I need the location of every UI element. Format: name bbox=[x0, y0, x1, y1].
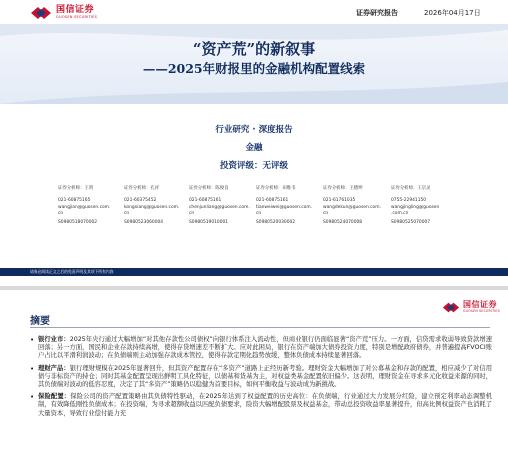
analyst-email-tld: cn bbox=[58, 211, 64, 216]
analyst-email[interactable]: kongxiang@guosen.com. bbox=[124, 205, 180, 210]
bullet-title: 银行业市： bbox=[38, 336, 70, 343]
bullet-title: 理财产品： bbox=[38, 364, 70, 372]
cover-header bbox=[0, 0, 508, 26]
report-title: “资产荒”的新叙事 bbox=[192, 40, 316, 58]
brand-name-en: GUOSEN SECURITIES bbox=[463, 308, 500, 313]
analyst-card bbox=[323, 186, 391, 226]
disclaimer-text: 请务必阅读正文之后的免责声明及其项下所有内容 bbox=[30, 269, 114, 274]
analyst-phone: 021-60875161 bbox=[256, 198, 289, 203]
report-type: 证券研究报告 bbox=[356, 9, 398, 17]
bullet-title: 保险配置： bbox=[38, 393, 71, 401]
brand-name-cn: 国信证券 bbox=[56, 5, 95, 16]
analyst-card bbox=[58, 186, 126, 226]
guosen-logo-icon bbox=[442, 301, 460, 314]
analyst-license: S0980525070007 bbox=[391, 220, 431, 225]
analyst-card bbox=[391, 186, 459, 226]
summary-divider bbox=[30, 327, 490, 328]
analyst-role: 证券分析师：陈俊良 bbox=[189, 186, 229, 191]
investment-rating: 投资评级：无评级 bbox=[219, 161, 288, 171]
analyst-license: S0980520030002 bbox=[256, 220, 296, 225]
report-date: 2026年04月17日 bbox=[424, 9, 481, 17]
summary-bullet bbox=[30, 365, 492, 390]
brand-logo bbox=[30, 4, 97, 22]
summary-bullet bbox=[30, 393, 492, 418]
analyst-phone: 021-60375452 bbox=[124, 198, 157, 203]
bullet-text: 银行理财规模在2025年显著回升，但其资产配置存在“多资产”道路上正经历新考验。理财资金大幅增加了对公募基金和存款的配置，相应减少了对信用债与非标资产的持仓；同时其基金配置呈现出鲜明工具化特征，以债基和货基为主，对权益类基金配置依旧偏少。这表明，理财资金在寻求多元化收益来源的同时，其负债端对波动的低容忍度，决定了其“多资产”策略仍以稳健为首要目标，如何平衡收益与波动成为新挑战。 bbox=[38, 364, 492, 389]
analyst-card bbox=[124, 186, 192, 226]
analyst-role: 证券分析师：田维韦 bbox=[256, 186, 296, 191]
analyst-email-tld: cn bbox=[256, 211, 262, 216]
analyst-role: 证券分析师：孔祥 bbox=[124, 186, 160, 191]
analyst-email-tld: cn bbox=[323, 211, 329, 216]
summary-page bbox=[0, 290, 508, 449]
summary-heading: 摘要 bbox=[30, 316, 50, 327]
analyst-email-tld: cn bbox=[189, 211, 195, 216]
bullet-text: 保险公司的资产配置策略由其负债特性驱动，在2025年达到了权益配置的历史高位：在负债端，行业通过大力发展分红险，建立预定利率动态调整机制，有效降低刚性负债成本；在投资端，为寻求超额收益以匹配负债要求，险资大幅增配股票及权益基金，带动总投资收益率显著提升，但高比例权益资产也消耗了大量资本，导致行业偿付能力充 bbox=[38, 393, 493, 417]
brand-name-en: GUOSEN SECURITIES bbox=[56, 15, 98, 20]
analyst-role: 证券分析师：王剑 bbox=[58, 186, 94, 191]
analyst-email-tld: cn bbox=[124, 211, 130, 216]
analyst-phone: 021-60875165 bbox=[58, 198, 91, 203]
analyst-role: 证券分析师：王京灵 bbox=[391, 186, 431, 191]
summary-bullets bbox=[30, 336, 492, 422]
analyst-email[interactable]: chenjunliang@guosen.com. bbox=[189, 205, 250, 210]
analyst-license: S0980518070002 bbox=[58, 220, 98, 225]
analyst-role: 证券分析师：王德坤 bbox=[323, 186, 363, 191]
analyst-license: S0980519010001 bbox=[189, 220, 229, 225]
analyst-license: S0980523060004 bbox=[124, 220, 164, 225]
report-sector: 金融 bbox=[245, 143, 263, 153]
bullet-text: 2025年央行通过大幅增加“对其他存款性公司债权”向银行体系注入流动性，但商业银行仍面临显著“资产荒”压力。一方面，信贷需求收弱导致贷款增速回落；另一方面，国民和企业存款持续高增，使得存贷增速差不断扩大。应对此困局，银行在资产端加大债券投资力度，特别是增配政府债券，并普遍提高FVOCI账户占比以平滑利润波动；在负债端则主动加强存款成本管控，使得存款定期化趋势放缓，整体负债成本持续显著回落。 bbox=[38, 336, 493, 360]
analyst-email[interactable]: wangjian@guosen.com. bbox=[58, 205, 111, 210]
summary-bullet bbox=[30, 336, 492, 361]
report-category: 行业研究 · 深度报告 bbox=[215, 125, 293, 135]
analyst-card bbox=[256, 186, 324, 226]
analyst-card bbox=[189, 186, 257, 226]
brand-logo-small bbox=[442, 298, 500, 316]
analyst-phone: 021-60875161 bbox=[189, 198, 222, 203]
analyst-license: S0980524070008 bbox=[323, 220, 363, 225]
analyst-phone: 021-61761035 bbox=[323, 198, 356, 203]
report-subtitle: ——2025年财报里的金融机构配置线索 bbox=[142, 61, 366, 76]
analyst-email[interactable]: tianweiwei@guosen.com. bbox=[256, 205, 313, 210]
analyst-email[interactable]: wangjingling@guosen bbox=[391, 205, 440, 210]
disclaimer-bar bbox=[0, 268, 508, 276]
guosen-logo-icon bbox=[30, 5, 52, 21]
analyst-email[interactable]: wangdekun@guosen.com. bbox=[323, 205, 381, 210]
analyst-email-tld: .com.cn bbox=[391, 211, 409, 216]
brand-name-cn: 国信证券 bbox=[463, 299, 497, 309]
analyst-phone: 0755-22941150 bbox=[391, 198, 427, 203]
